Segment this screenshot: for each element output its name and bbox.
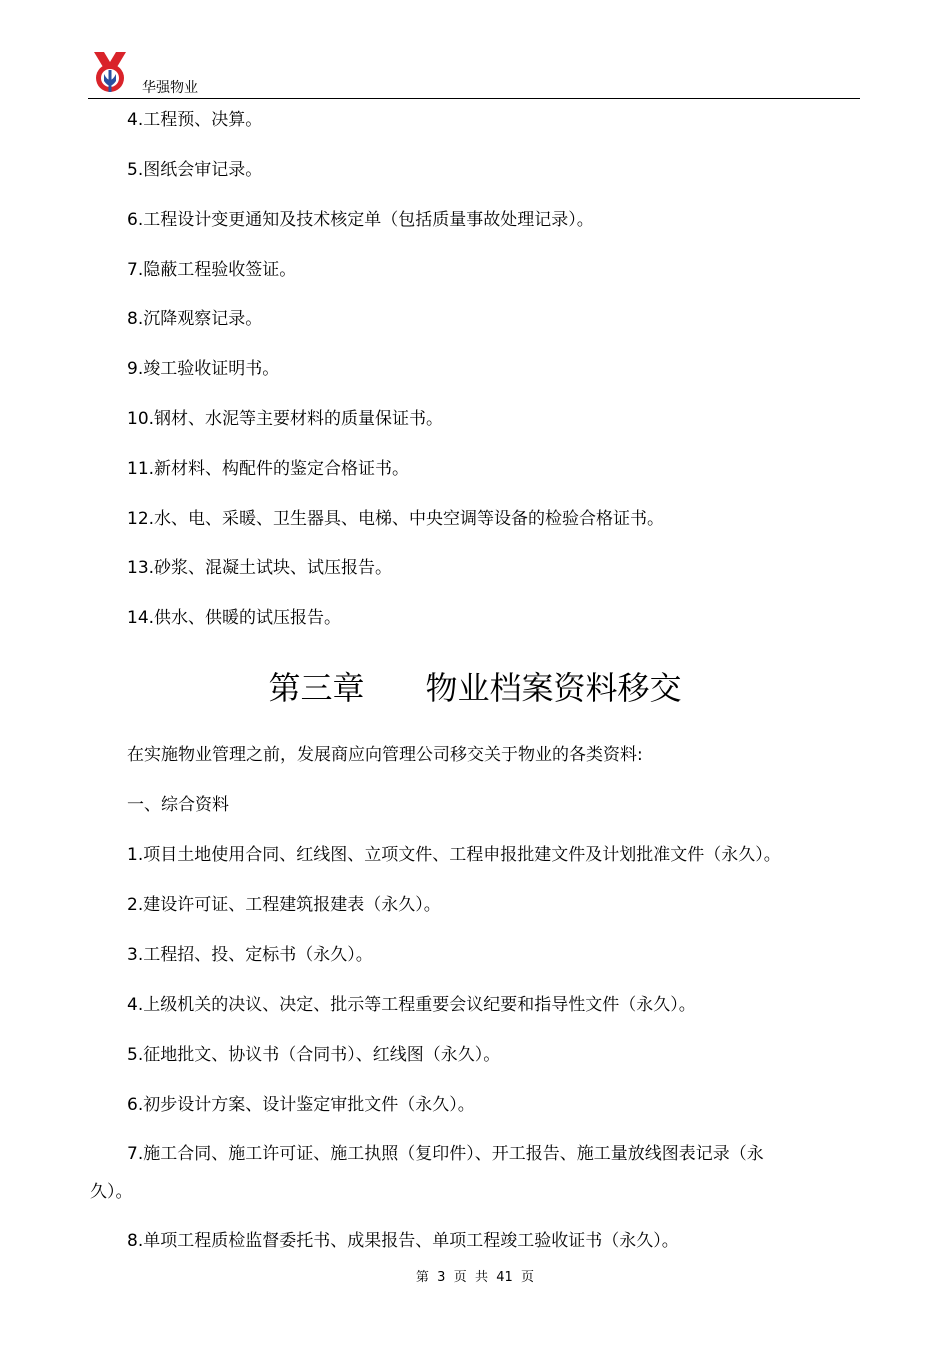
list-item: 6.初步设计方案、设计鉴定审批文件（永久）。 bbox=[127, 1095, 475, 1115]
list-item: 4.上级机关的决议、决定、批示等工程重要会议纪要和指导性文件（永久）。 bbox=[127, 995, 696, 1015]
intro-paragraph: 在实施物业管理之前，发展商应向管理公司移交关于物业的各类资料: bbox=[127, 745, 643, 765]
list-item: 9.竣工验收证明书。 bbox=[127, 359, 280, 379]
list-item: 10.钢材、水泥等主要材料的质量保证书。 bbox=[127, 409, 444, 429]
header-divider bbox=[88, 98, 860, 99]
list-item: 8.单项工程质检监督委托书、成果报告、单项工程竣工验收证书（永久）。 bbox=[127, 1231, 679, 1251]
list-item: 3.工程招、投、定标书（永久）。 bbox=[127, 945, 373, 965]
list-item: 1.项目土地使用合同、红线图、立项文件、工程申报批建文件及计划批准文件（永久）。 bbox=[127, 845, 781, 865]
company-logo-icon bbox=[90, 50, 130, 94]
list-item: 6.工程设计变更通知及技术核定单（包括质量事故处理记录）。 bbox=[127, 210, 594, 230]
section-heading: 一、综合资料 bbox=[127, 795, 229, 815]
list-item: 14.供水、供暖的试压报告。 bbox=[127, 608, 342, 628]
list-item: 13.砂浆、混凝土试块、试压报告。 bbox=[127, 558, 393, 578]
page-header bbox=[0, 0, 950, 100]
list-item: 7.隐蔽工程验收签证。 bbox=[127, 260, 297, 280]
list-item: 12.水、电、采暖、卫生器具、电梯、中央空调等设备的检验合格证书。 bbox=[127, 509, 665, 529]
list-item: 5.图纸会审记录。 bbox=[127, 160, 263, 180]
list-item: 11.新材料、构配件的鉴定合格证书。 bbox=[127, 459, 410, 479]
list-item: 5.征地批文、协议书（合同书）、红线图（永久）。 bbox=[127, 1045, 501, 1065]
list-item: 2.建设许可证、工程建筑报建表（永久）。 bbox=[127, 895, 441, 915]
company-name: 华强物业 bbox=[142, 80, 198, 96]
page-number: 第 3 页 共 41 页 bbox=[415, 1270, 535, 1285]
list-item-continuation: 久）。 bbox=[90, 1182, 133, 1202]
list-item: 8.沉降观察记录。 bbox=[127, 309, 263, 329]
chapter-title: 第三章 物业档案资料移交 bbox=[268, 669, 682, 707]
list-item: 4.工程预、决算。 bbox=[127, 110, 263, 130]
list-item: 7.施工合同、施工许可证、施工执照（复印件）、开工报告、施工量放线图表记录（永 bbox=[127, 1144, 764, 1164]
